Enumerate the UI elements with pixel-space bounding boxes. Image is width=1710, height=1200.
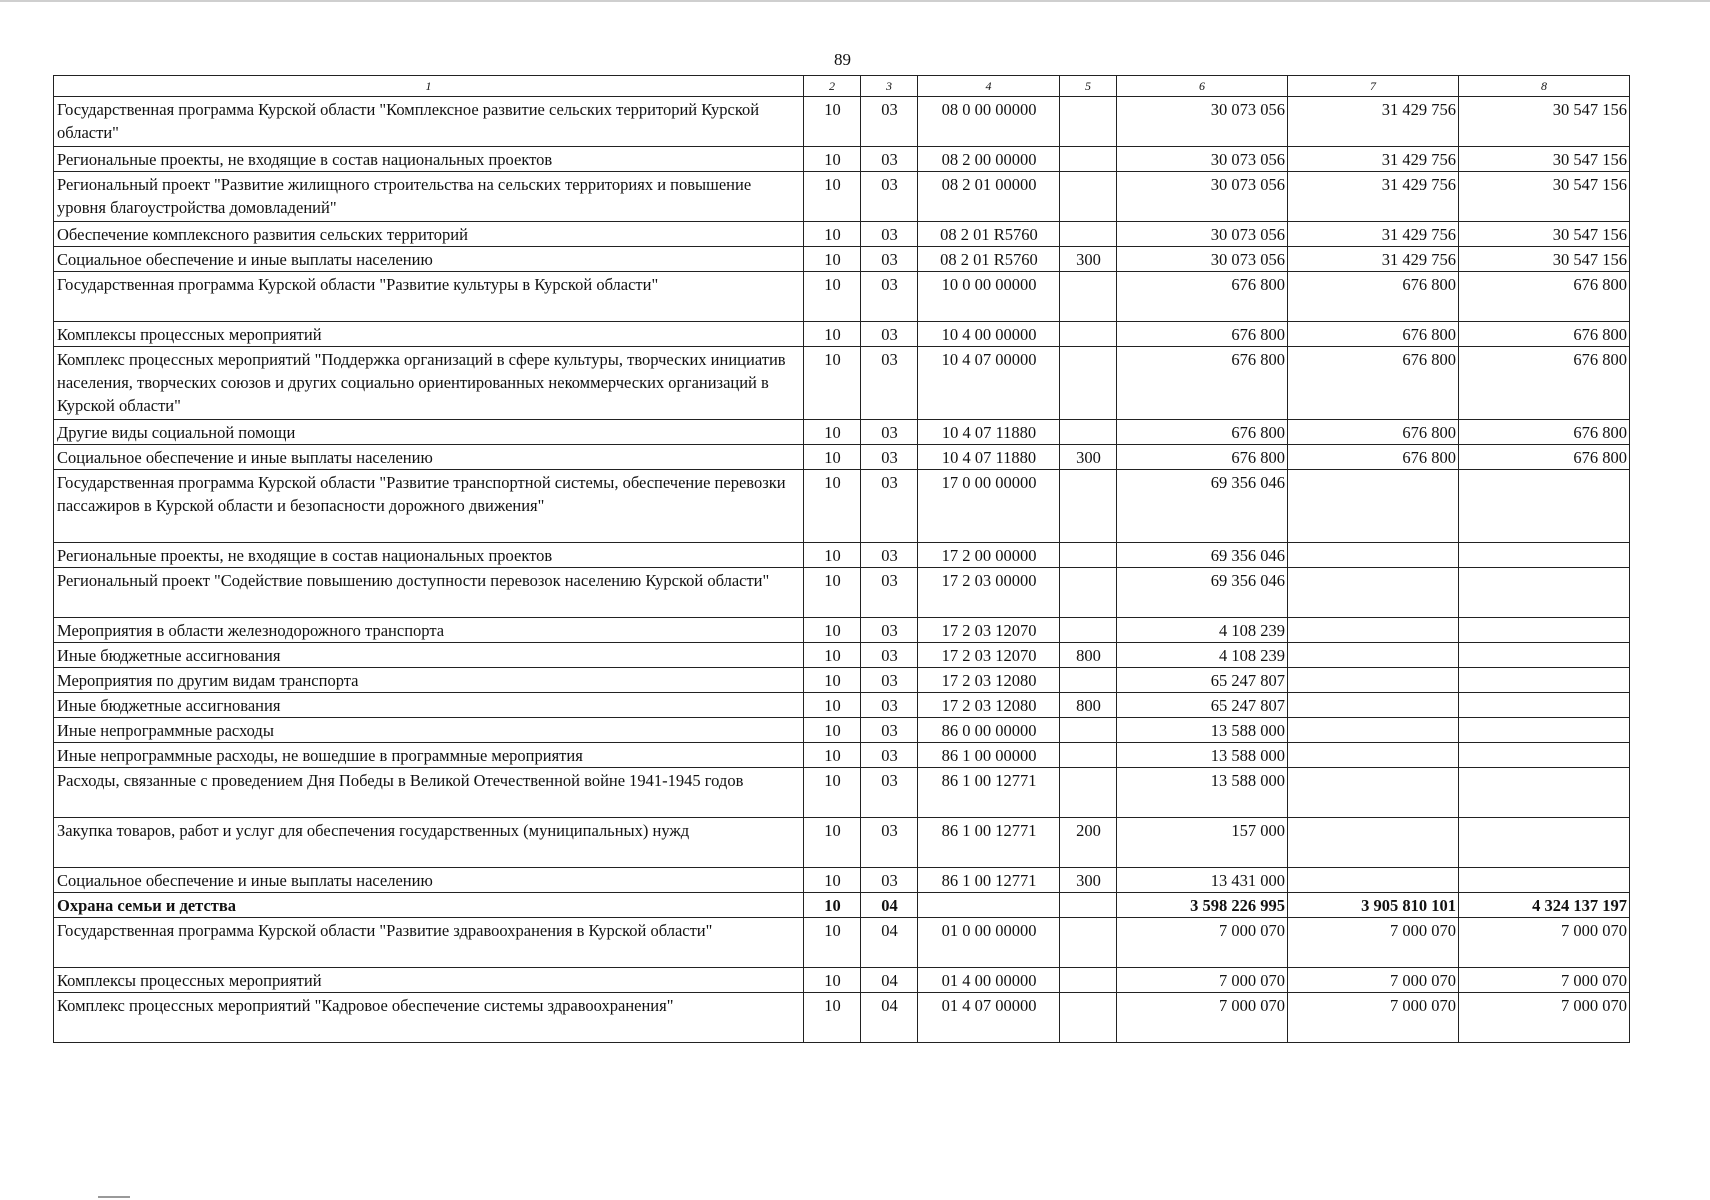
cell-amount-3: 676 800 — [1459, 445, 1630, 470]
cell-target-article: 01 4 07 00000 — [918, 993, 1060, 1043]
cell-amount-2 — [1288, 768, 1459, 818]
cell-name: Закупка товаров, работ и услуг для обеспечения государственных (муниципальных) нужд — [54, 818, 804, 868]
cell-subsection: 03 — [861, 272, 918, 322]
cell-amount-1: 676 800 — [1117, 272, 1288, 322]
cell-subsection: 03 — [861, 743, 918, 768]
cell-name: Государственная программа Курской области "Развитие транспортной системы, обеспечение перевозки пассажиров в Курской области и безопасности дорожного движения" — [54, 470, 804, 543]
cell-target-article: 17 2 03 12080 — [918, 693, 1060, 718]
cell-target-article — [918, 893, 1060, 918]
cell-amount-3 — [1459, 668, 1630, 693]
cell-target-article: 10 4 07 00000 — [918, 347, 1060, 420]
cell-name: Социальное обеспечение и иные выплаты населению — [54, 445, 804, 470]
cell-amount-1: 4 108 239 — [1117, 618, 1288, 643]
scan-top-edge — [0, 0, 1710, 2]
cell-target-article: 17 2 03 12070 — [918, 618, 1060, 643]
table-row — [54, 272, 1630, 322]
cell-amount-1: 65 247 807 — [1117, 668, 1288, 693]
cell-name: Охрана семьи и детства — [54, 893, 804, 918]
cell-expense-type — [1060, 543, 1117, 568]
table-row — [54, 247, 1630, 272]
cell-subsection: 03 — [861, 618, 918, 643]
cell-amount-2 — [1288, 470, 1459, 543]
cell-name: Государственная программа Курской области "Развитие культуры в Курской области" — [54, 272, 804, 322]
cell-amount-1: 7 000 070 — [1117, 968, 1288, 993]
cell-section: 10 — [804, 968, 861, 993]
cell-amount-2: 31 429 756 — [1288, 247, 1459, 272]
cell-section: 10 — [804, 768, 861, 818]
cell-amount-3 — [1459, 868, 1630, 893]
cell-amount-3 — [1459, 718, 1630, 743]
table-row — [54, 968, 1630, 993]
cell-name: Комплексы процессных мероприятий — [54, 968, 804, 993]
header-cell: 6 — [1117, 76, 1288, 97]
cell-target-article: 86 1 00 00000 — [918, 743, 1060, 768]
cell-subsection: 03 — [861, 445, 918, 470]
cell-amount-2: 676 800 — [1288, 420, 1459, 445]
cell-expense-type — [1060, 918, 1117, 968]
cell-amount-2: 31 429 756 — [1288, 147, 1459, 172]
cell-expense-type: 300 — [1060, 445, 1117, 470]
cell-amount-2 — [1288, 618, 1459, 643]
cell-name: Государственная программа Курской области "Комплексное развитие сельских территорий Курской области" — [54, 97, 804, 147]
table-row — [54, 420, 1630, 445]
cell-amount-3 — [1459, 818, 1630, 868]
cell-amount-2: 7 000 070 — [1288, 918, 1459, 968]
cell-name: Иные непрограммные расходы, не вошедшие в программные мероприятия — [54, 743, 804, 768]
cell-target-article: 08 2 01 00000 — [918, 172, 1060, 222]
cell-section: 10 — [804, 568, 861, 618]
table-row — [54, 818, 1630, 868]
cell-section: 10 — [804, 643, 861, 668]
cell-expense-type — [1060, 97, 1117, 147]
table-row — [54, 147, 1630, 172]
page-number: 89 — [834, 50, 851, 69]
cell-expense-type — [1060, 568, 1117, 618]
cell-name: Мероприятия по другим видам транспорта — [54, 668, 804, 693]
table-row — [54, 97, 1630, 147]
cell-amount-3: 7 000 070 — [1459, 918, 1630, 968]
cell-expense-type: 800 — [1060, 643, 1117, 668]
cell-name: Иные бюджетные ассигнования — [54, 643, 804, 668]
table-row — [54, 743, 1630, 768]
table-row — [54, 668, 1630, 693]
cell-section: 10 — [804, 420, 861, 445]
cell-target-article: 86 1 00 12771 — [918, 768, 1060, 818]
cell-expense-type — [1060, 172, 1117, 222]
cell-subsection: 03 — [861, 568, 918, 618]
cell-expense-type — [1060, 993, 1117, 1043]
cell-amount-2: 31 429 756 — [1288, 222, 1459, 247]
table-row — [54, 918, 1630, 968]
cell-amount-2 — [1288, 643, 1459, 668]
cell-expense-type — [1060, 347, 1117, 420]
cell-section: 10 — [804, 322, 861, 347]
cell-name: Социальное обеспечение и иные выплаты населению — [54, 247, 804, 272]
header-row — [54, 76, 1630, 97]
cell-name: Региональные проекты, не входящие в состав национальных проектов — [54, 543, 804, 568]
table-row — [54, 618, 1630, 643]
cell-amount-3 — [1459, 743, 1630, 768]
cell-expense-type — [1060, 743, 1117, 768]
cell-expense-type — [1060, 147, 1117, 172]
table-row — [54, 543, 1630, 568]
cell-section: 10 — [804, 272, 861, 322]
cell-amount-3: 30 547 156 — [1459, 172, 1630, 222]
cell-section: 10 — [804, 618, 861, 643]
cell-subsection: 03 — [861, 470, 918, 543]
cell-amount-1: 676 800 — [1117, 445, 1288, 470]
cell-name: Комплекс процессных мероприятий "Кадровое обеспечение системы здравоохранения" — [54, 993, 804, 1043]
cell-target-article: 08 0 00 00000 — [918, 97, 1060, 147]
cell-amount-3: 30 547 156 — [1459, 97, 1630, 147]
cell-amount-1: 676 800 — [1117, 420, 1288, 445]
cell-target-article: 86 1 00 12771 — [918, 818, 1060, 868]
cell-target-article: 10 4 07 11880 — [918, 445, 1060, 470]
cell-target-article: 17 0 00 00000 — [918, 470, 1060, 543]
cell-subsection: 03 — [861, 868, 918, 893]
cell-amount-2: 3 905 810 101 — [1288, 893, 1459, 918]
cell-target-article: 01 4 00 00000 — [918, 968, 1060, 993]
table-row — [54, 322, 1630, 347]
cell-amount-2 — [1288, 818, 1459, 868]
budget-table — [53, 75, 1630, 1043]
cell-expense-type — [1060, 272, 1117, 322]
table-row — [54, 347, 1630, 420]
cell-subsection: 03 — [861, 322, 918, 347]
cell-subsection: 03 — [861, 543, 918, 568]
table-row — [54, 643, 1630, 668]
cell-amount-3: 676 800 — [1459, 272, 1630, 322]
cell-amount-1: 69 356 046 — [1117, 568, 1288, 618]
cell-name: Иные бюджетные ассигнования — [54, 693, 804, 718]
cell-section: 10 — [804, 347, 861, 420]
cell-name: Расходы, связанные с проведением Дня Победы в Великой Отечественной войне 1941-1945 годов — [54, 768, 804, 818]
cell-target-article: 10 4 07 11880 — [918, 420, 1060, 445]
table-row — [54, 568, 1630, 618]
cell-amount-3 — [1459, 618, 1630, 643]
cell-name: Обеспечение комплексного развития сельских территорий — [54, 222, 804, 247]
cell-subsection: 03 — [861, 768, 918, 818]
cell-name: Региональный проект "Содействие повышению доступности перевозок населению Курской области" — [54, 568, 804, 618]
cell-amount-3 — [1459, 543, 1630, 568]
cell-amount-3: 7 000 070 — [1459, 968, 1630, 993]
cell-name: Комплекс процессных мероприятий "Поддержка организаций в сфере культуры, творческих инициатив населения, творческих союзов и других социально ориентированных некоммерческих организаций в Курской области" — [54, 347, 804, 420]
cell-expense-type — [1060, 322, 1117, 347]
table-row — [54, 868, 1630, 893]
cell-amount-1: 4 108 239 — [1117, 643, 1288, 668]
cell-target-article: 17 2 00 00000 — [918, 543, 1060, 568]
header-cell: 4 — [918, 76, 1060, 97]
cell-amount-2 — [1288, 568, 1459, 618]
cell-amount-1: 13 588 000 — [1117, 743, 1288, 768]
cell-section: 10 — [804, 97, 861, 147]
cell-expense-type: 200 — [1060, 818, 1117, 868]
cell-amount-1: 13 588 000 — [1117, 768, 1288, 818]
cell-target-article: 17 2 03 00000 — [918, 568, 1060, 618]
cell-expense-type — [1060, 768, 1117, 818]
cell-section: 10 — [804, 743, 861, 768]
cell-amount-1: 157 000 — [1117, 818, 1288, 868]
cell-section: 10 — [804, 470, 861, 543]
cell-amount-3 — [1459, 768, 1630, 818]
table-row — [54, 693, 1630, 718]
cell-expense-type: 300 — [1060, 868, 1117, 893]
cell-amount-3 — [1459, 470, 1630, 543]
cell-amount-1: 30 073 056 — [1117, 247, 1288, 272]
header-cell: 7 — [1288, 76, 1459, 97]
cell-amount-1: 30 073 056 — [1117, 147, 1288, 172]
cell-expense-type — [1060, 718, 1117, 743]
cell-section: 10 — [804, 543, 861, 568]
cell-amount-3: 30 547 156 — [1459, 247, 1630, 272]
cell-target-article: 10 0 00 00000 — [918, 272, 1060, 322]
cell-subsection: 04 — [861, 918, 918, 968]
cell-amount-3: 676 800 — [1459, 322, 1630, 347]
table-row — [54, 768, 1630, 818]
cell-subsection: 04 — [861, 993, 918, 1043]
header-cell: 8 — [1459, 76, 1630, 97]
cell-section: 10 — [804, 668, 861, 693]
cell-amount-2 — [1288, 543, 1459, 568]
cell-amount-2: 676 800 — [1288, 272, 1459, 322]
table-row — [54, 470, 1630, 543]
cell-amount-3: 30 547 156 — [1459, 147, 1630, 172]
cell-amount-3: 676 800 — [1459, 420, 1630, 445]
cell-subsection: 04 — [861, 968, 918, 993]
cell-amount-1: 676 800 — [1117, 347, 1288, 420]
cell-expense-type: 300 — [1060, 247, 1117, 272]
cell-name: Другие виды социальной помощи — [54, 420, 804, 445]
cell-target-article: 01 0 00 00000 — [918, 918, 1060, 968]
cell-amount-1: 30 073 056 — [1117, 222, 1288, 247]
table-row — [54, 718, 1630, 743]
cell-section: 10 — [804, 172, 861, 222]
cell-amount-1: 30 073 056 — [1117, 172, 1288, 222]
cell-subsection: 03 — [861, 347, 918, 420]
cell-name: Комплексы процессных мероприятий — [54, 322, 804, 347]
table-row — [54, 172, 1630, 222]
cell-amount-3: 30 547 156 — [1459, 222, 1630, 247]
cell-amount-1: 7 000 070 — [1117, 918, 1288, 968]
cell-name: Мероприятия в области железнодорожного транспорта — [54, 618, 804, 643]
cell-subsection: 03 — [861, 643, 918, 668]
cell-subsection: 03 — [861, 172, 918, 222]
cell-amount-1: 13 431 000 — [1117, 868, 1288, 893]
header-cell: 1 — [54, 76, 804, 97]
cell-name: Государственная программа Курской области "Развитие здравоохранения в Курской области" — [54, 918, 804, 968]
cell-amount-2 — [1288, 743, 1459, 768]
cell-name: Иные непрограммные расходы — [54, 718, 804, 743]
cell-expense-type — [1060, 420, 1117, 445]
cell-subsection: 04 — [861, 893, 918, 918]
table-row — [54, 445, 1630, 470]
cell-section: 10 — [804, 222, 861, 247]
cell-amount-1: 3 598 226 995 — [1117, 893, 1288, 918]
cell-amount-3: 676 800 — [1459, 347, 1630, 420]
cell-section: 10 — [804, 693, 861, 718]
cell-amount-2: 7 000 070 — [1288, 993, 1459, 1043]
cell-amount-2 — [1288, 868, 1459, 893]
cell-expense-type — [1060, 618, 1117, 643]
cell-expense-type — [1060, 222, 1117, 247]
cell-section: 10 — [804, 247, 861, 272]
cell-amount-2 — [1288, 718, 1459, 743]
cell-amount-3 — [1459, 568, 1630, 618]
table-row — [54, 893, 1630, 918]
cell-section: 10 — [804, 718, 861, 743]
cell-amount-3: 7 000 070 — [1459, 993, 1630, 1043]
cell-section: 10 — [804, 147, 861, 172]
cell-name: Социальное обеспечение и иные выплаты населению — [54, 868, 804, 893]
cell-amount-1: 65 247 807 — [1117, 693, 1288, 718]
table-row — [54, 222, 1630, 247]
table-row — [54, 993, 1630, 1043]
cell-target-article: 17 2 03 12070 — [918, 643, 1060, 668]
cell-amount-2: 31 429 756 — [1288, 172, 1459, 222]
cell-amount-2: 676 800 — [1288, 445, 1459, 470]
cell-name: Региональный проект "Развитие жилищного строительства на сельских территориях и повышение уровня благоустройства домовладений" — [54, 172, 804, 222]
header-cell: 5 — [1060, 76, 1117, 97]
cell-section: 10 — [804, 993, 861, 1043]
cell-amount-1: 69 356 046 — [1117, 543, 1288, 568]
cell-expense-type — [1060, 470, 1117, 543]
cell-target-article: 86 1 00 12771 — [918, 868, 1060, 893]
cell-expense-type: 800 — [1060, 693, 1117, 718]
cell-subsection: 03 — [861, 147, 918, 172]
cell-target-article: 08 2 00 00000 — [918, 147, 1060, 172]
cell-amount-2 — [1288, 693, 1459, 718]
cell-subsection: 03 — [861, 718, 918, 743]
cell-section: 10 — [804, 893, 861, 918]
cell-section: 10 — [804, 445, 861, 470]
cell-target-article: 17 2 03 12080 — [918, 668, 1060, 693]
cell-amount-1: 69 356 046 — [1117, 470, 1288, 543]
cell-amount-3: 4 324 137 197 — [1459, 893, 1630, 918]
cell-amount-2: 7 000 070 — [1288, 968, 1459, 993]
cell-amount-1: 676 800 — [1117, 322, 1288, 347]
cell-amount-3 — [1459, 693, 1630, 718]
cell-section: 10 — [804, 818, 861, 868]
cell-target-article: 08 2 01 R5760 — [918, 222, 1060, 247]
cell-target-article: 10 4 00 00000 — [918, 322, 1060, 347]
cell-target-article: 08 2 01 R5760 — [918, 247, 1060, 272]
cell-subsection: 03 — [861, 693, 918, 718]
header-cell: 2 — [804, 76, 861, 97]
cell-section: 10 — [804, 868, 861, 893]
cell-subsection: 03 — [861, 420, 918, 445]
cell-expense-type — [1060, 668, 1117, 693]
cell-amount-2: 31 429 756 — [1288, 97, 1459, 147]
cell-amount-3 — [1459, 643, 1630, 668]
cell-expense-type — [1060, 968, 1117, 993]
cell-subsection: 03 — [861, 668, 918, 693]
cell-amount-2: 676 800 — [1288, 347, 1459, 420]
cell-section: 10 — [804, 918, 861, 968]
cell-amount-1: 30 073 056 — [1117, 97, 1288, 147]
cell-subsection: 03 — [861, 247, 918, 272]
cell-target-article: 86 0 00 00000 — [918, 718, 1060, 743]
cell-subsection: 03 — [861, 818, 918, 868]
cell-amount-2: 676 800 — [1288, 322, 1459, 347]
cell-amount-1: 7 000 070 — [1117, 993, 1288, 1043]
cell-amount-2 — [1288, 668, 1459, 693]
cell-subsection: 03 — [861, 97, 918, 147]
cell-name: Региональные проекты, не входящие в состав национальных проектов — [54, 147, 804, 172]
cell-expense-type — [1060, 893, 1117, 918]
header-cell: 3 — [861, 76, 918, 97]
cell-amount-1: 13 588 000 — [1117, 718, 1288, 743]
cell-subsection: 03 — [861, 222, 918, 247]
scan-mark — [98, 1196, 130, 1198]
